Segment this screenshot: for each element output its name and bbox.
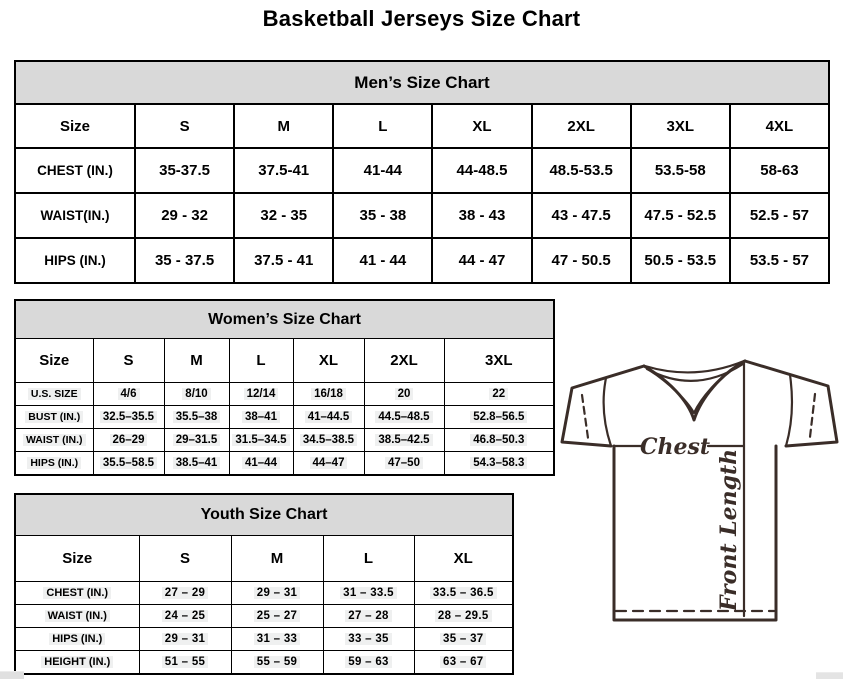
highlighted-text: 31.5–34.5 <box>232 434 289 446</box>
highlighted-text: 34.5–38.5 <box>300 434 357 446</box>
page-title: Basketball Jerseys Size Chart <box>262 6 581 31</box>
size-cell <box>164 383 229 406</box>
size-cell <box>139 605 231 628</box>
highlighted-text: 47–50 <box>385 457 423 469</box>
table-row <box>15 148 829 193</box>
row-label: CHEST (IN.) <box>15 148 135 193</box>
table-row <box>15 605 513 628</box>
size-cell: 35-37.5 <box>135 148 234 193</box>
column-header-row <box>15 104 829 148</box>
jersey-right-cuff-dashes <box>810 394 815 437</box>
table-row <box>15 628 513 651</box>
column-header: M <box>164 339 229 383</box>
highlighted-text: 32.5–35.5 <box>100 411 157 423</box>
size-cell <box>139 651 231 675</box>
highlighted-text: 29 – 31 <box>254 587 300 599</box>
row-label <box>15 651 139 675</box>
highlighted-text: BUST (IN.) <box>25 411 83 423</box>
column-header: 4XL <box>730 104 829 148</box>
jersey-body-outline <box>614 446 776 620</box>
jersey-measurement-diagram <box>556 358 843 664</box>
table-row <box>15 383 554 406</box>
column-header: XL <box>432 104 531 148</box>
highlighted-text: 55 – 59 <box>254 656 300 668</box>
highlighted-text: 31 – 33.5 <box>340 587 397 599</box>
highlighted-text: 59 – 63 <box>345 656 391 668</box>
mens-size-chart-table <box>14 60 830 284</box>
table-row <box>15 452 554 476</box>
highlighted-text: 31 – 33 <box>254 633 300 645</box>
womens-chart-title: Women’s Size Chart <box>15 300 554 339</box>
highlighted-text: 33.5 – 36.5 <box>430 587 497 599</box>
size-cell <box>293 406 364 429</box>
size-cell <box>444 383 554 406</box>
size-cell <box>139 628 231 651</box>
highlighted-text: 16/18 <box>311 388 346 400</box>
scrollbar-fragment-right[interactable] <box>816 672 843 679</box>
column-header: M <box>234 104 333 148</box>
size-cell <box>231 628 323 651</box>
size-cell <box>323 651 414 675</box>
size-cell <box>323 582 414 605</box>
womens-size-chart-table <box>14 299 555 476</box>
size-cell <box>444 429 554 452</box>
column-header-row <box>15 536 513 582</box>
table-row <box>15 238 829 283</box>
highlighted-text: 27 – 28 <box>345 610 391 622</box>
row-label: HIPS (IN.) <box>15 238 135 283</box>
jersey-left-armhole <box>604 378 611 446</box>
highlighted-text: 28 – 29.5 <box>435 610 492 622</box>
size-cell <box>231 651 323 675</box>
row-label <box>15 383 93 406</box>
size-cell: 44-48.5 <box>432 148 531 193</box>
size-cell <box>323 628 414 651</box>
column-header: M <box>231 536 323 582</box>
size-cell: 41-44 <box>333 148 432 193</box>
highlighted-text: 41–44.5 <box>305 411 353 423</box>
jersey-left-cuff-dashes <box>582 395 588 438</box>
size-cell <box>414 605 513 628</box>
highlighted-text: 35.5–58.5 <box>100 457 157 469</box>
size-cell: 48.5-53.5 <box>532 148 631 193</box>
size-cell: 52.5 - 57 <box>730 193 829 238</box>
size-cell <box>164 452 229 476</box>
column-header: S <box>139 536 231 582</box>
column-header: 2XL <box>364 339 444 383</box>
size-cell <box>229 429 293 452</box>
size-cell <box>93 429 164 452</box>
highlighted-text: HIPS (IN.) <box>27 457 81 469</box>
highlighted-text: 44.5–48.5 <box>375 411 432 423</box>
size-cell <box>93 406 164 429</box>
highlighted-text: 41–44 <box>242 457 280 469</box>
size-cell: 38 - 43 <box>432 193 531 238</box>
column-header: L <box>229 339 293 383</box>
column-header-row <box>15 339 554 383</box>
size-cell <box>164 406 229 429</box>
row-label <box>15 582 139 605</box>
highlighted-text: 25 – 27 <box>254 610 300 622</box>
scrollbar-fragment-left[interactable] <box>0 671 24 679</box>
size-cell: 37.5-41 <box>234 148 333 193</box>
size-cell: 32 - 35 <box>234 193 333 238</box>
highlighted-text: 24 – 25 <box>162 610 208 622</box>
highlighted-text: 33 – 35 <box>345 633 391 645</box>
row-label <box>15 406 93 429</box>
highlighted-text: 29–31.5 <box>173 434 221 446</box>
table-row <box>15 651 513 675</box>
size-cell <box>139 582 231 605</box>
size-cell <box>231 605 323 628</box>
size-cell <box>293 452 364 476</box>
highlighted-text: 27 – 29 <box>162 587 208 599</box>
column-header: 3XL <box>631 104 730 148</box>
size-cell <box>293 383 364 406</box>
highlighted-text: 51 – 55 <box>162 656 208 668</box>
highlighted-text: 35 – 37 <box>440 633 486 645</box>
size-cell <box>364 429 444 452</box>
row-label <box>15 429 93 452</box>
column-header: XL <box>293 339 364 383</box>
column-header: Size <box>15 536 139 582</box>
size-cell <box>364 383 444 406</box>
column-header: S <box>135 104 234 148</box>
highlighted-text: 46.8–50.3 <box>470 434 527 446</box>
size-cell <box>229 383 293 406</box>
size-cell <box>93 452 164 476</box>
table-row <box>15 406 554 429</box>
size-cell: 53.5-58 <box>631 148 730 193</box>
highlighted-text: 35.5–38 <box>173 411 221 423</box>
highlighted-text: WAIST (IN.) <box>23 434 86 446</box>
highlighted-text: 63 – 67 <box>440 656 486 668</box>
size-cell <box>229 406 293 429</box>
row-label <box>15 628 139 651</box>
highlighted-text: 20 <box>395 388 414 400</box>
highlighted-text: 38–41 <box>242 411 280 423</box>
jersey-right-armhole <box>786 375 792 446</box>
size-cell: 47 - 50.5 <box>532 238 631 283</box>
highlighted-text: 8/10 <box>182 388 210 400</box>
table-title-row <box>15 61 829 104</box>
youth-size-chart-table <box>14 493 514 675</box>
highlighted-text: 52.8–56.5 <box>470 411 527 423</box>
size-cell <box>229 452 293 476</box>
size-cell: 41 - 44 <box>333 238 432 283</box>
size-cell: 29 - 32 <box>135 193 234 238</box>
size-cell: 35 - 38 <box>333 193 432 238</box>
highlighted-text: U.S. SIZE <box>28 388 81 400</box>
highlighted-text: HEIGHT (IN.) <box>41 656 113 668</box>
column-header: XL <box>414 536 513 582</box>
highlighted-text: 12/14 <box>244 388 279 400</box>
size-cell <box>444 452 554 476</box>
highlighted-text: 38.5–42.5 <box>375 434 432 446</box>
column-header: S <box>93 339 164 383</box>
table-row <box>15 582 513 605</box>
column-header: Size <box>15 104 135 148</box>
mens-chart-title: Men’s Size Chart <box>15 61 829 104</box>
size-cell: 47.5 - 52.5 <box>631 193 730 238</box>
size-cell <box>444 406 554 429</box>
highlighted-text: CHEST (IN.) <box>43 587 111 599</box>
table-title-row <box>15 494 513 536</box>
size-cell <box>414 582 513 605</box>
column-header: 2XL <box>532 104 631 148</box>
size-cell <box>414 628 513 651</box>
table-row <box>15 429 554 452</box>
table-row <box>15 193 829 238</box>
front-length-label: Front Length <box>716 448 742 612</box>
row-label <box>15 452 93 476</box>
size-cell <box>164 429 229 452</box>
size-cell <box>364 452 444 476</box>
column-header: 3XL <box>444 339 554 383</box>
table-title-row <box>15 300 554 339</box>
size-cell <box>93 383 164 406</box>
highlighted-text: 44–47 <box>310 457 348 469</box>
size-cell: 35 - 37.5 <box>135 238 234 283</box>
size-cell: 50.5 - 53.5 <box>631 238 730 283</box>
highlighted-text: WAIST (IN.) <box>45 610 110 622</box>
youth-chart-title: Youth Size Chart <box>15 494 513 536</box>
size-cell <box>231 582 323 605</box>
size-cell <box>414 651 513 675</box>
chest-label: Chest <box>639 434 711 460</box>
highlighted-text: 29 – 31 <box>162 633 208 645</box>
column-header: Size <box>15 339 93 383</box>
size-cell: 58-63 <box>730 148 829 193</box>
size-cell: 44 - 47 <box>432 238 531 283</box>
size-cell: 53.5 - 57 <box>730 238 829 283</box>
column-header: L <box>333 104 432 148</box>
size-cell: 43 - 47.5 <box>532 193 631 238</box>
size-cell <box>293 429 364 452</box>
highlighted-text: 26–29 <box>110 434 148 446</box>
size-cell <box>364 406 444 429</box>
row-label <box>15 605 139 628</box>
highlighted-text: 22 <box>489 388 508 400</box>
highlighted-text: 4/6 <box>118 388 140 400</box>
column-header: L <box>323 536 414 582</box>
row-label: WAIST(IN.) <box>15 193 135 238</box>
size-cell <box>323 605 414 628</box>
highlighted-text: 54.3–58.3 <box>470 457 527 469</box>
highlighted-text: 38.5–41 <box>173 457 221 469</box>
highlighted-text: HIPS (IN.) <box>49 633 105 645</box>
size-cell: 37.5 - 41 <box>234 238 333 283</box>
